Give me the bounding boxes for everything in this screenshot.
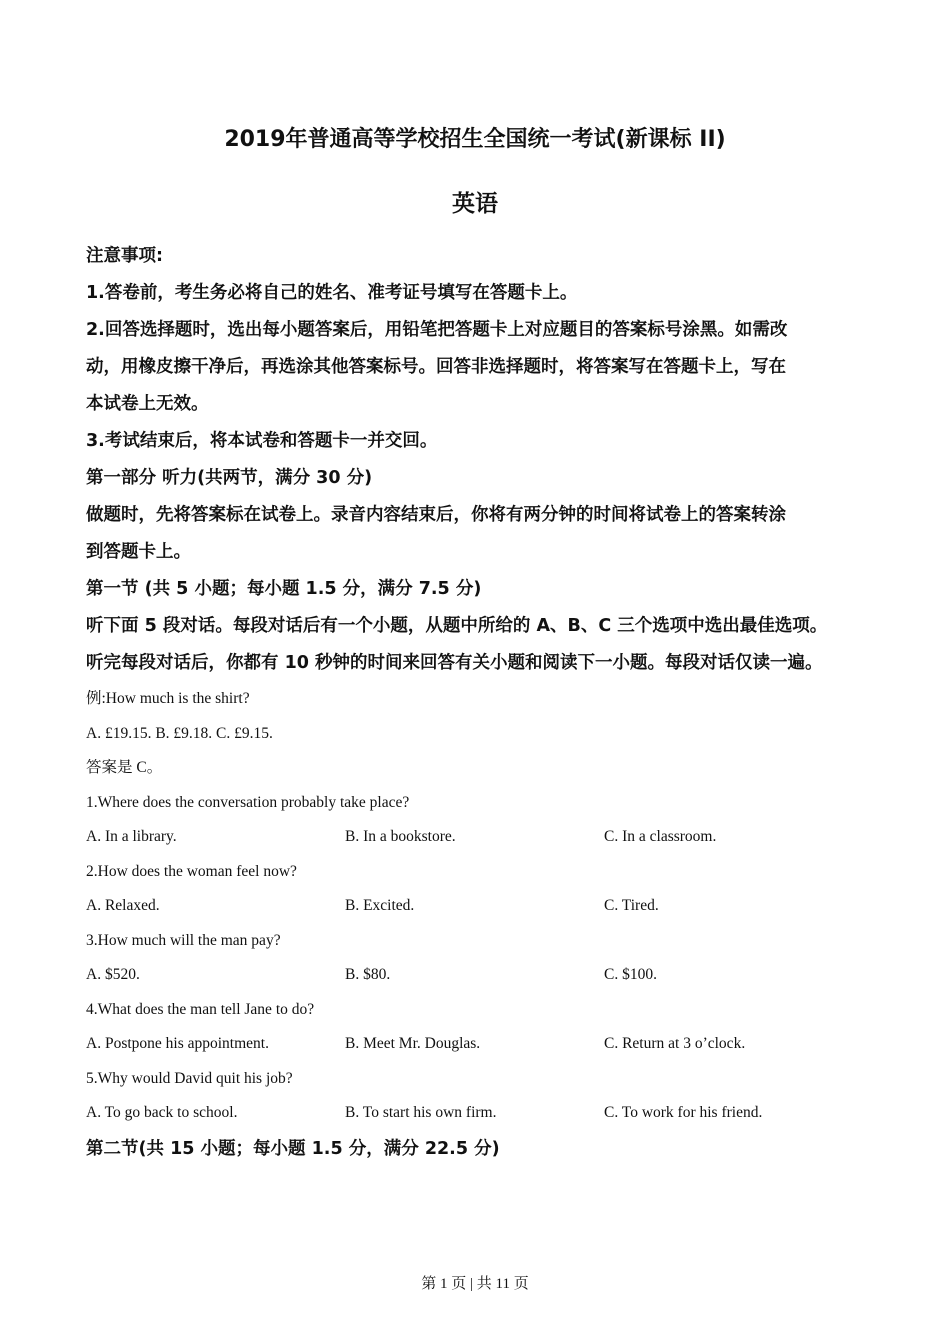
question-options — [86, 1027, 876, 1062]
option-a: A. In a library. — [86, 828, 177, 845]
option-b: B. In a bookstore. — [345, 828, 456, 845]
page-title: 2019年普通高等学校招生全国统一考试(新课标 II) — [224, 127, 726, 152]
option-c: C. To work for his friend. — [604, 1104, 763, 1121]
part1-instruction-line: 到答题卡上。 — [86, 542, 191, 562]
exam-content — [86, 238, 876, 1168]
subject-title: 英语 — [452, 191, 498, 217]
option-c: C. Return at 3 o’clock. — [604, 1035, 746, 1052]
example-question: 例:How much is the shirt? — [86, 690, 250, 707]
part1-instruction-line: 做题时，先将答案标在试卷上。录音内容结束后，你将有两分钟的时间将试卷上的答案转涂 — [86, 505, 786, 525]
section1-instruction-line: 听完每段对话后，你都有 10 秒钟的时间来回答有关小题和阅读下一小题。每段对话仅读一遍。 — [86, 653, 823, 673]
section1-instruction-line: 听下面 5 段对话。每段对话后有一个小题，从题中所给的 A、B、C 三个选项中选出最佳选项。 — [86, 616, 828, 636]
notice-item-1: 1.答卷前，考生务必将自己的姓名、准考证号填写在答题卡上。 — [86, 283, 578, 303]
question-options — [86, 889, 876, 924]
option-c: C. In a classroom. — [604, 828, 717, 845]
notice-item-2 — [86, 312, 876, 423]
notice-item-2-line: 本试卷上无效。 — [86, 394, 209, 414]
option-b: B. $80. — [345, 966, 391, 983]
section1-instructions — [86, 608, 876, 682]
option-a: A. To go back to school. — [86, 1104, 238, 1121]
example-answer: 答案是 C。 — [86, 759, 163, 776]
question-text: 4.What does the man tell Jane to do? — [86, 1000, 315, 1018]
notice-item-2-line: 动，用橡皮擦干净后，再选涂其他答案标号。回答非选择题时，将答案写在答题卡上，写在 — [86, 357, 786, 377]
part1-heading: 第一部分 听力(共两节，满分 30 分) — [86, 468, 373, 488]
option-c: C. Tired. — [604, 897, 659, 914]
notice-heading: 注意事项: — [86, 246, 163, 266]
option-b: B. Meet Mr. Douglas. — [345, 1035, 481, 1052]
notice-item-2-line: 2.回答选择题时，选出每小题答案后，用铅笔把答题卡上对应题目的答案标号涂黑。如需改 — [86, 320, 788, 340]
page-footer: 第 1 页 | 共 11 页 — [421, 1276, 529, 1292]
option-a: A. Relaxed. — [86, 897, 160, 914]
question-options — [86, 1096, 876, 1131]
question-text: 5.Why would David quit his job? — [86, 1069, 293, 1087]
option-a: A. Postpone his appointment. — [86, 1035, 269, 1052]
question-options — [86, 958, 876, 993]
option-b: B. Excited. — [345, 897, 415, 914]
section1-heading: 第一节 (共 5 小题；每小题 1.5 分，满分 7.5 分) — [86, 579, 482, 599]
question-1 — [86, 786, 876, 855]
question-text: 2.How does the woman feel now? — [86, 862, 297, 880]
option-a: A. $520. — [86, 966, 140, 983]
example-options: A. £19.15. B. £9.18. C. £9.15. — [86, 724, 273, 742]
question-options — [86, 820, 876, 855]
option-b: B. To start his own firm. — [345, 1104, 497, 1121]
question-4 — [86, 993, 876, 1062]
question-5 — [86, 1062, 876, 1131]
part1-instructions — [86, 497, 876, 571]
section2-heading: 第二节(共 15 小题；每小题 1.5 分，满分 22.5 分) — [86, 1138, 500, 1159]
question-text: 1.Where does the conversation probably take place? — [86, 793, 410, 811]
notice-item-3: 3.考试结束后，将本试卷和答题卡一并交回。 — [86, 431, 438, 451]
question-text: 3.How much will the man pay? — [86, 931, 281, 949]
question-2 — [86, 855, 876, 924]
question-3 — [86, 924, 876, 993]
option-c: C. $100. — [604, 966, 657, 983]
